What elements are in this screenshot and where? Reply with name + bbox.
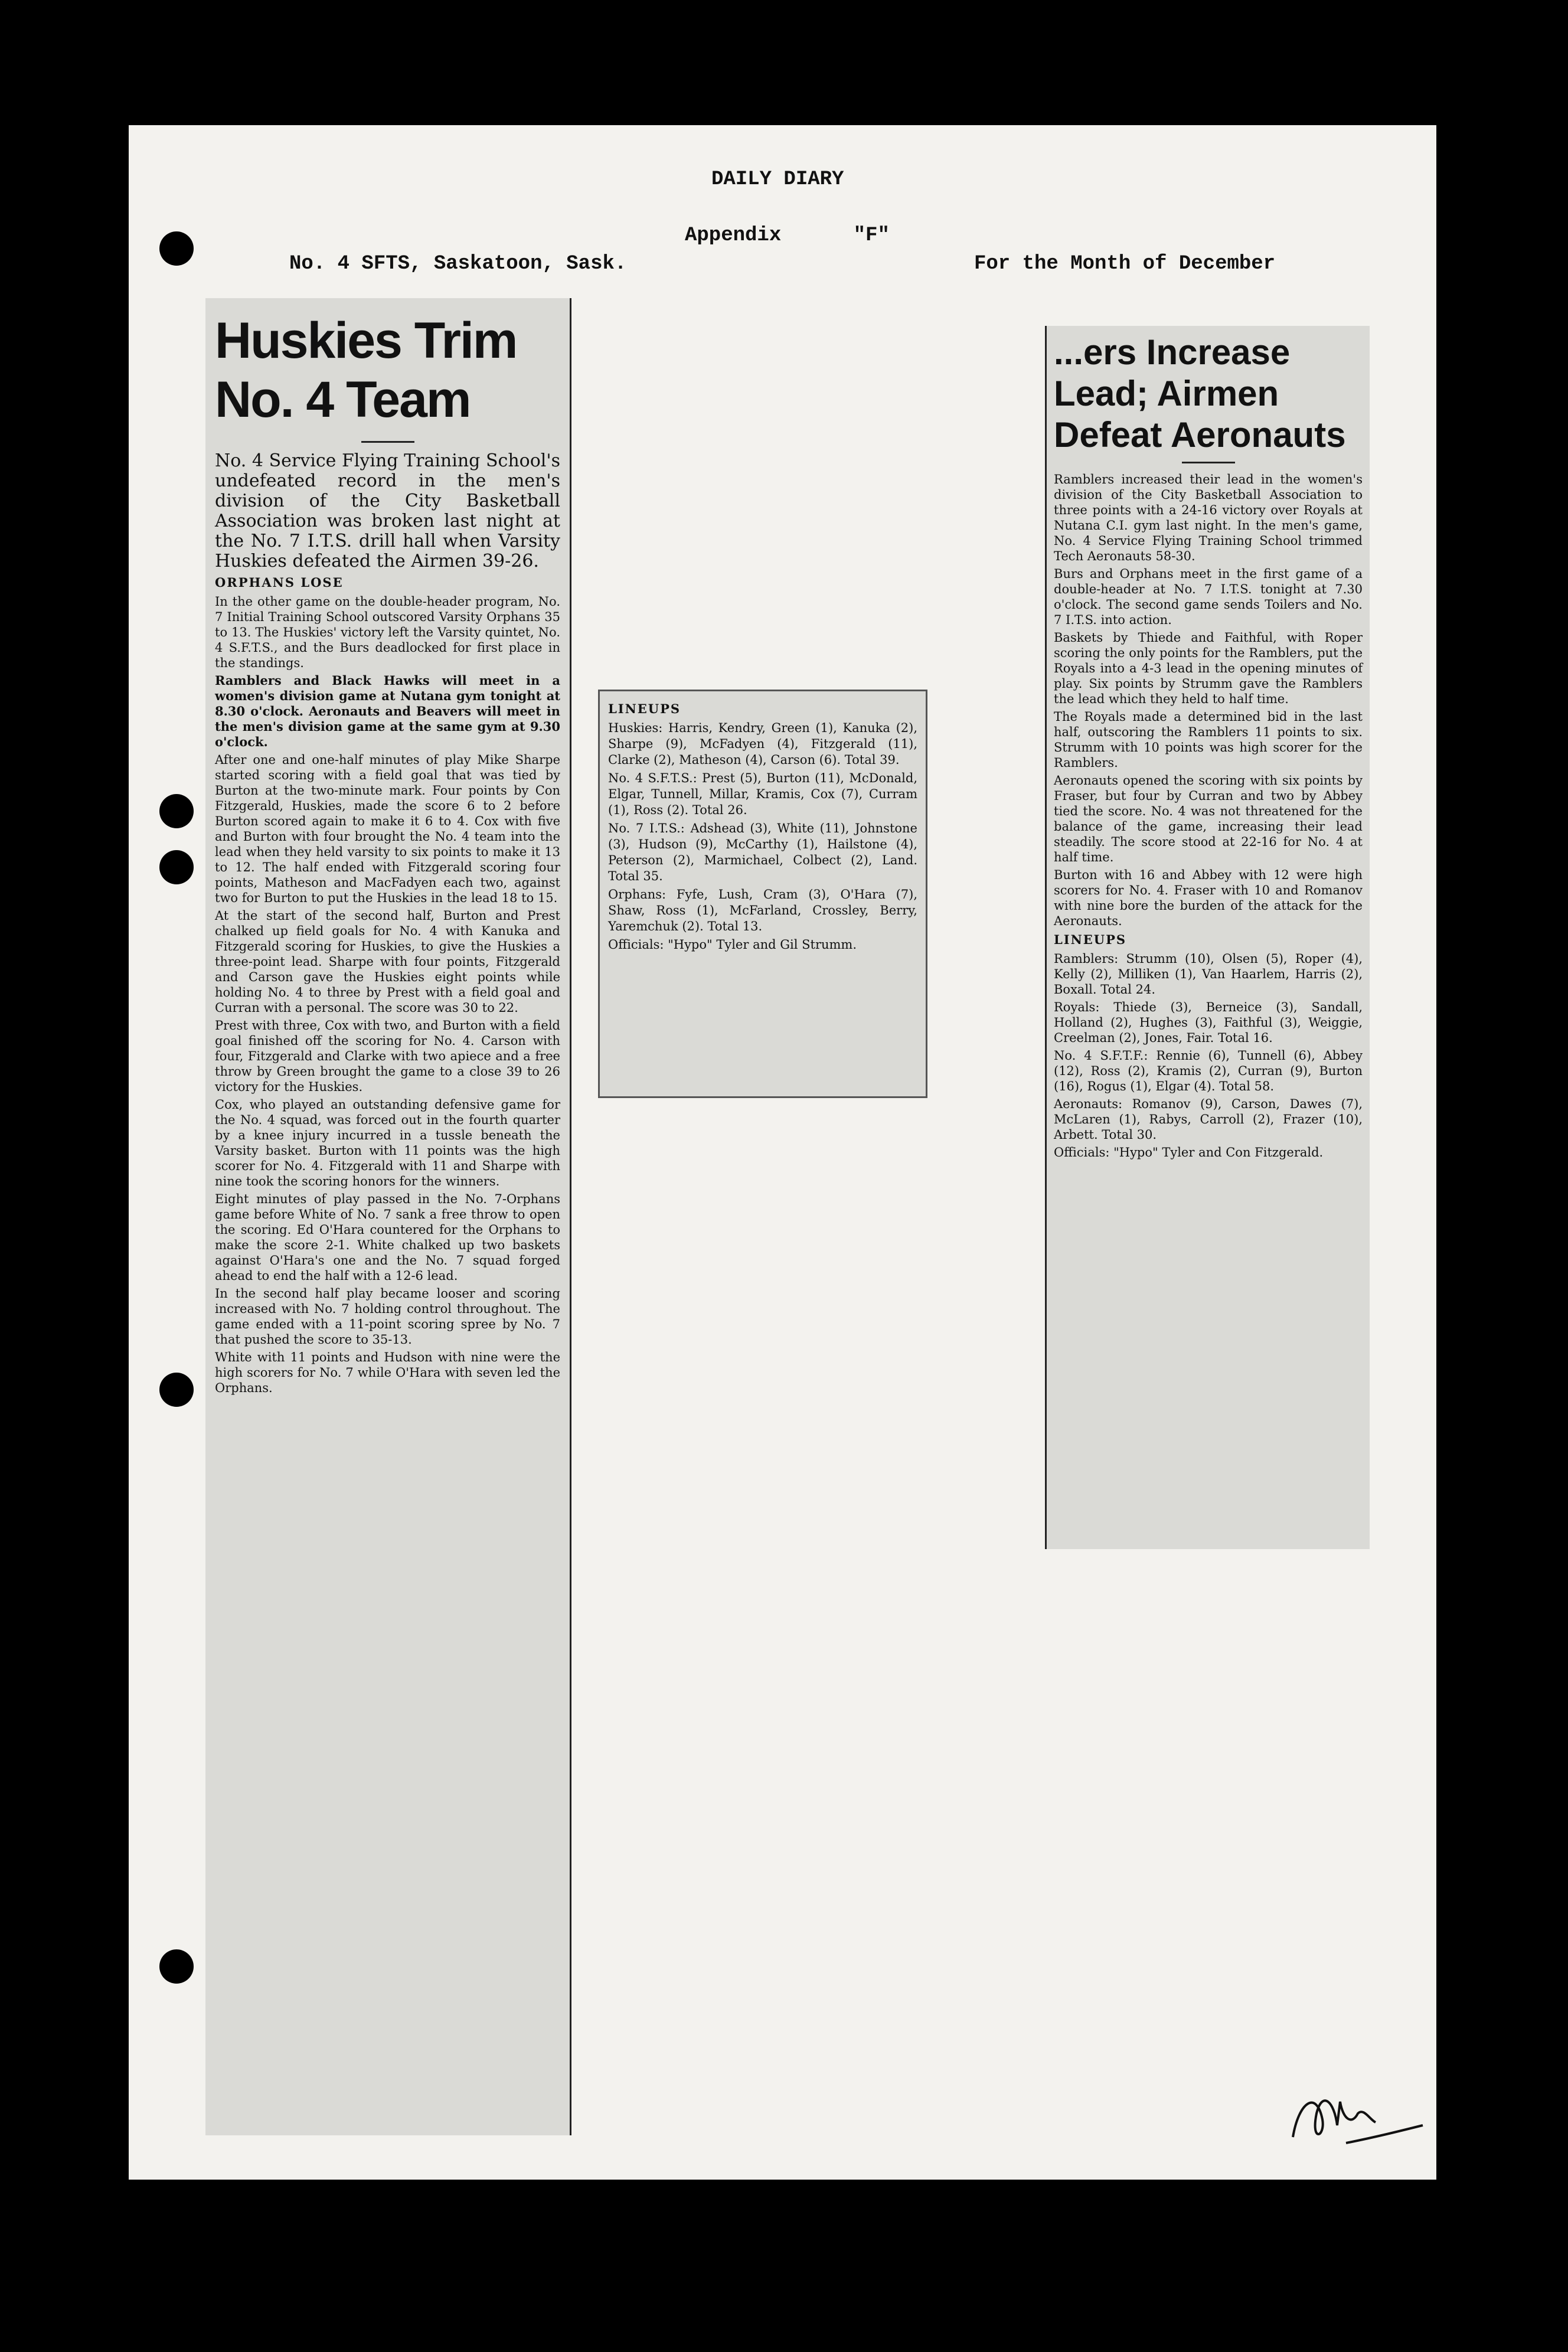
diary-title: DAILY DIARY — [711, 168, 844, 191]
lineup: No. 4 S.F.T.S.: Prest (5), Burton (11), McDonald, Elgar, Tunnell, Millar, Kramis, Cox (7), Curram (1), Ross (2). Total 26. — [608, 771, 917, 817]
paragraph: In the second half play became looser and scoring increased with No. 7 holding control throughout. The game ended with a 11-point scoring spree by No. 7 that pushed the score to 35-13. — [215, 1286, 560, 1347]
handwritten-signature — [1275, 2066, 1429, 2155]
lineup: No. 4 S.F.T.F.: Rennie (6), Tunnell (6), Abbey (12), Ross (2), Kramis (2), Curran (9), Burton (16), Rogus (1), Elgar (4). Total 58. — [1054, 1048, 1363, 1093]
divider — [1182, 462, 1235, 463]
lineup: Aeronauts: Romanov (9), Carson, Dawes (7), McLaren (1), Rabys, Carroll (2), Frazer (10), Arbett. Total 30. — [1054, 1097, 1363, 1142]
headline: Huskies Trim No. 4 Team — [215, 312, 517, 428]
punch-hole — [159, 850, 194, 884]
lineups-title: LINEUPS — [608, 701, 681, 716]
clipping-lineups — [598, 690, 927, 1098]
appendix-label: Appendix "F" — [685, 224, 890, 247]
lineup: Huskies: Harris, Kendry, Green (1), Kanuka (2), Sharpe (9), McFadyen (4), Fitzgerald (11), Clarke (2), Matheson (4), Carson (6). Total 39. — [608, 721, 917, 767]
paragraph: Baskets by Thiede and Faithful, with Roper scoring the only points for the Ramblers, put the Royals into a 4-3 lead in the opening minutes of play. Six points by Strumm gave the Ramblers the lead which they held to half time. — [1054, 631, 1363, 706]
clipping-huskies-trim — [205, 298, 571, 2135]
lineups-title: LINEUPS — [1054, 932, 1127, 947]
paragraph: At the start of the second half, Burton and Prest chalked up field goals for No. 4 with Kanuka and Fitzgerald scoring for Huskies, to give the Huskies a three-point lead. Sharpe with four points, Fitzgerald and Carson gave the Huskies eight points while holding No. 4 to three by Prest with a field goal and Curran with a personal. The score was 30 to 22. — [215, 909, 560, 1015]
clipping-ramblers-increase — [1045, 326, 1370, 1549]
lineup: Orphans: Fyfe, Lush, Cram (3), O'Hara (7), Shaw, Ross (1), McFarland, Crossley, Berry, Yaremchuk (2). Total 13. — [608, 887, 917, 933]
paragraph: After one and one-half minutes of play Mike Sharpe started scoring with a field goal that was tied by Burton at the two-minute mark. Four points by Con Fitzgerald, Huskies, made the score 6 to 2 before Burton scored again to make it 6 to 4. Cox with five and Burton with four brought the No. 4 team into the lead when they held varsity to six points to make it 13 to 12. The half ended with Fitzgerald scoring four points, Matheson and MacFadyen each two, against two for Burton to put the Huskies in the lead 18 to 15. — [215, 753, 560, 905]
punch-hole — [159, 231, 194, 266]
paragraph: In the other game on the double-header program, No. 7 Initial Training School outscored Varsity Orphans 35 to 13. The Huskies' victory left the Varsity quintet, No. 4 S.F.T.S., and the Burs deadlocked for first place in the standings. — [215, 594, 560, 670]
paragraph: Prest with three, Cox with two, and Burton with a field goal finished off the scoring for No. 4. Carson with four, Fitzgerald and Clarke with two apiece and a free throw by Green brought the game to a close 39 to 26 victory for the Huskies. — [215, 1018, 560, 1094]
paragraph: Burton with 16 and Abbey with 12 were high scorers for No. 4. Fraser with 10 and Romanov with nine bore the burden of the attack for the Aeronauts. — [1054, 868, 1363, 928]
paragraph: Cox, who played an outstanding defensive game for the No. 4 squad, was forced out in the fourth quarter by a knee injury incurred in a tussle beneath the Varsity basket. Burton with 11 points was the high scorer for No. 4. Fitzgerald with 11 and Sharpe with nine took the scoring honors for the winners. — [215, 1097, 560, 1188]
headline: ...ers Increase Lead; Airmen Defeat Aeronauts — [1054, 332, 1346, 455]
paragraph: White with 11 points and Hudson with nine were the high scorers for No. 7 while O'Hara with seven led the Orphans. — [215, 1350, 560, 1395]
paragraph: The Royals made a determined bid in the last half, outscoring the Ramblers 11 points to six. Strumm with 10 points was high scorer for the Ramblers. — [1054, 710, 1363, 770]
punch-hole — [159, 1949, 194, 1984]
lineup: Officials: "Hypo" Tyler and Gil Strumm. — [608, 937, 857, 952]
lineup: No. 7 I.T.S.: Adshead (3), White (11), Johnstone (3), Hudson (9), McCarthy (1), Hailstone (4), Peterson (2), Marmichael, Colbect (2), Land. Total 35. — [608, 821, 917, 883]
divider — [361, 441, 414, 443]
lineup: Royals: Thiede (3), Berneice (3), Sandall, Holland (2), Hughes (3), Faithful (3), Weiggie, Creelman (2), Jones, Fair. Total 16. — [1054, 1000, 1363, 1045]
punch-hole — [159, 1373, 194, 1407]
lineup: Officials: "Hypo" Tyler and Con Fitzgerald. — [1054, 1145, 1324, 1159]
paragraph: Ramblers and Black Hawks will meet in a women's division game at Nutana gym tonight at 8.30 o'clock. Aeronauts and Beavers will meet in the men's division game at the same gym at 9.30 o'clock. — [215, 673, 560, 749]
paragraph: Burs and Orphans meet in the first game of a double-header at No. 7 I.T.S. tonight at 7.30 o'clock. The second game sends Toilers and No. 7 I.T.S. into action. — [1054, 567, 1363, 627]
lead-paragraph: No. 4 Service Flying Training School's undefeated record in the men's division of the City Basketball Association was broken last night at the No. 7 I.T.S. drill hall when Varsity Huskies defeated the Airmen 39-26. — [215, 450, 560, 571]
paragraph: Ramblers increased their lead in the women's division of the City Basketball Association to three points with a 24-16 victory over Royals at Nutana C.I. gym last night. In the men's game, No. 4 Service Flying Training School trimmed Tech Aeronauts 58-30. — [1054, 472, 1363, 563]
month-label: For the Month of December — [974, 253, 1276, 275]
lineup: Ramblers: Strumm (10), Olsen (5), Roper (4), Kelly (2), Milliken (1), Van Haarlem, Harris (2), Boxall. Total 24. — [1054, 952, 1363, 997]
unit-label: No. 4 SFTS, Saskatoon, Sask. — [289, 253, 627, 275]
punch-hole — [159, 794, 194, 828]
subheading: ORPHANS LOSE — [215, 575, 344, 590]
paragraph: Aeronauts opened the scoring with six points by Fraser, but four by Curran and two by Abbey tied the score. No. 4 was not threatened for the balance of the game, increasing their lead steadily. The score stood at 22-16 for No. 4 at half time. — [1054, 773, 1363, 864]
paragraph: Eight minutes of play passed in the No. 7-Orphans game before White of No. 7 sank a free throw to open the scoring. Ed O'Hara countered for the Orphans to make the score 2-1. White chalked up two baskets against O'Hara's one and the No. 7 squad forged ahead to end the half with a 12-6 lead. — [215, 1192, 560, 1283]
